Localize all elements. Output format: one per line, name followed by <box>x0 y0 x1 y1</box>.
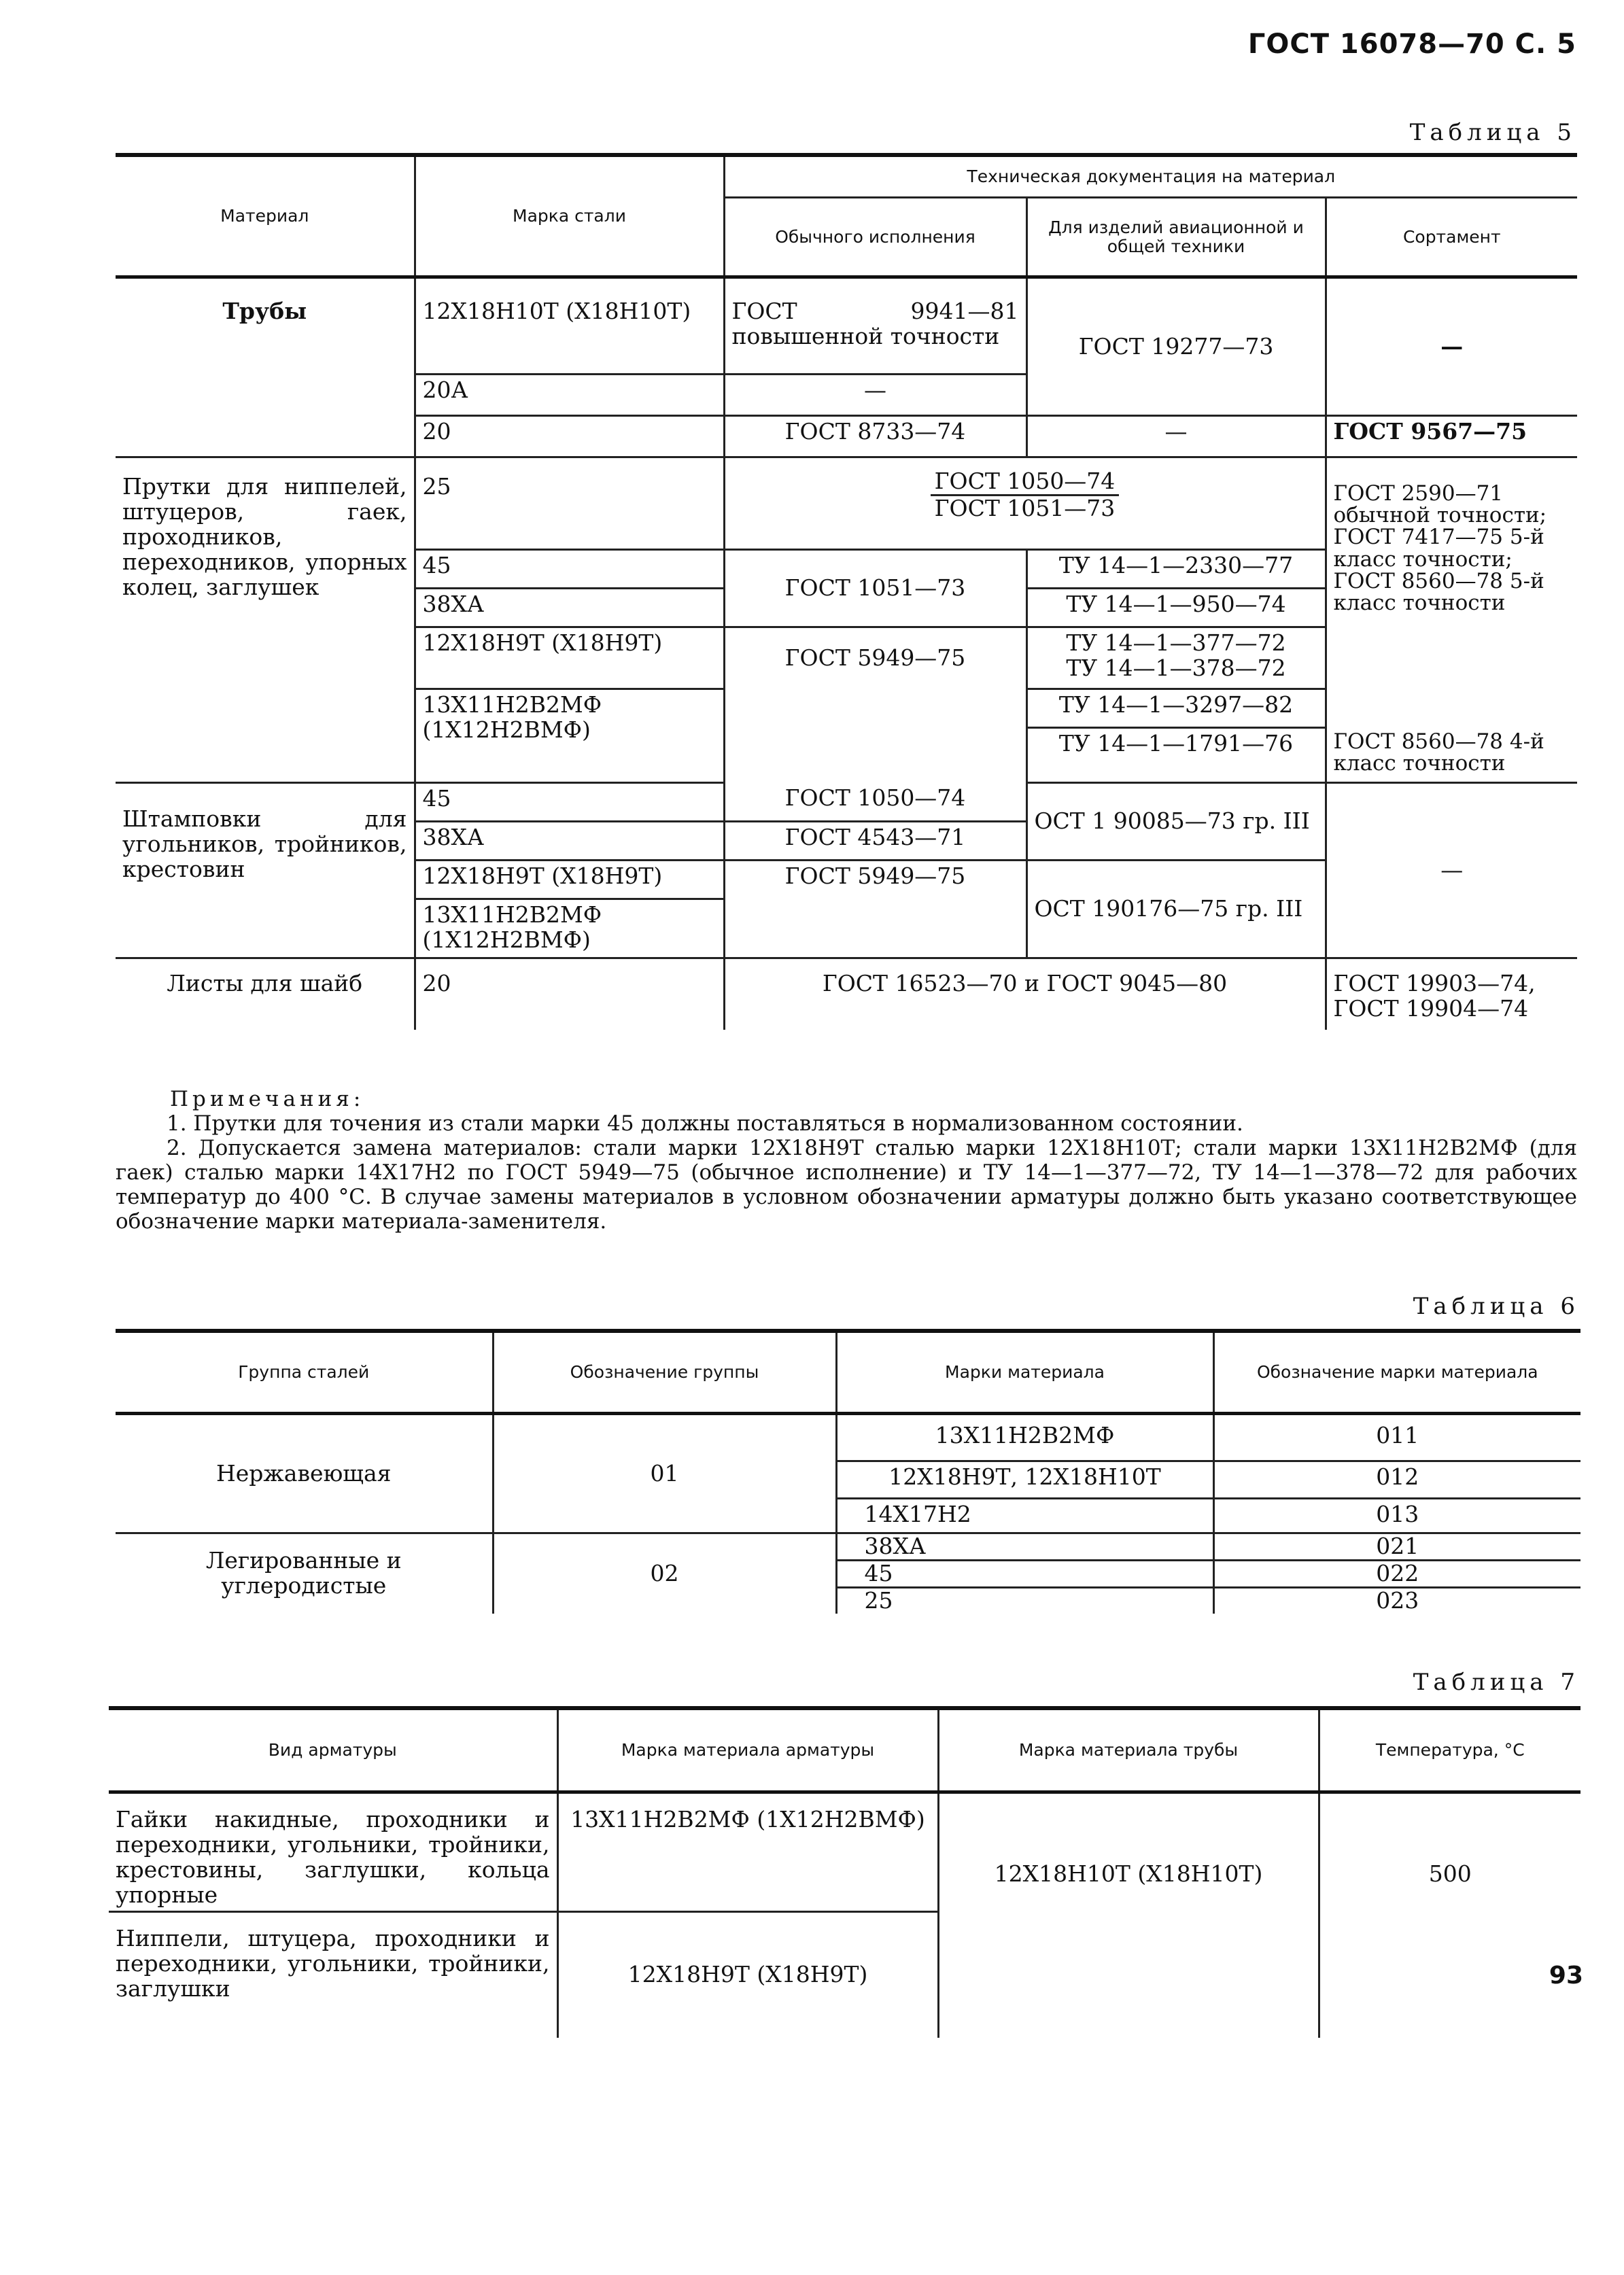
page-number: 93 <box>1549 1962 1583 1990</box>
tubes-aviation: — <box>1026 416 1326 457</box>
table6-caption: Таблица 6 <box>1413 1293 1580 1320</box>
t6-code: 011 <box>1213 1414 1580 1461</box>
t6-code: 022 <box>1213 1560 1580 1587</box>
tubes-ordinary: ГОСТ 8733—74 <box>724 416 1026 457</box>
notes-block <box>116 1088 1577 1234</box>
tubes-ordinary: — <box>724 375 1026 416</box>
t6-grade: 12Х18Н9Т, 12Х18Н10Т <box>836 1461 1213 1499</box>
t7-kind: Ниппели, штуцера, проходники и переходники, угольники, тройники, заглушки <box>109 1911 557 2038</box>
stamp-grade: 13Х11Н2В2МФ (1Х12Н2ВМФ) <box>415 899 724 958</box>
table5 <box>116 153 1577 1030</box>
sheets-doc: ГОСТ 16523—70 и ГОСТ 9045—80 <box>724 958 1326 1030</box>
sheets-grade: 20 <box>415 958 724 1030</box>
tubes-assortment: ГОСТ 9567—75 <box>1326 416 1577 457</box>
table7-caption: Таблица 7 <box>1413 1669 1580 1696</box>
col-ordinary-header: Обычного исполнения <box>724 198 1026 277</box>
t6-grade: 25 <box>836 1587 1213 1613</box>
bars-aviation: ТУ 14—1—3297—82 <box>1026 689 1326 728</box>
group-name: Легированные и углеродистые <box>116 1533 493 1614</box>
tubes-grade: 12Х18Н10Т (Х18Н10Т) <box>415 277 724 375</box>
stamp-ordinary: ГОСТ 4543—71 <box>724 822 1026 861</box>
sheets-label: Листы для шайб <box>116 958 415 1030</box>
t6-grade: 45 <box>836 1560 1213 1587</box>
t6-code: 013 <box>1213 1499 1580 1533</box>
bars-label: Прутки для ниппелей, штуцеров, гаек, проходников, переходников, упорных колец, заглушек <box>116 457 415 783</box>
bars-ordinary: ГОСТ 1051—73 <box>724 550 1026 627</box>
group-code: 01 <box>493 1414 836 1533</box>
tubes-grade: 20А <box>415 375 724 416</box>
tubes-grade: 20 <box>415 416 724 457</box>
t7-header: Марка материала арматуры <box>557 1708 938 1792</box>
t6-header: Обозначение марки материала <box>1256 1362 1538 1382</box>
tubes-aviation: ГОСТ 19277—73 <box>1026 277 1326 416</box>
col-techdoc-header: Техническая документация на материал <box>724 155 1577 198</box>
stamp-aviation: ОСТ 190176—75 гр. III <box>1026 861 1326 958</box>
tubes-ordinary: ГОСТ 9941—81 повышенной точности <box>724 277 1026 375</box>
t7-material: 13Х11Н2В2МФ (1Х12Н2ВМФ) <box>557 1792 938 1912</box>
col-aviation-header: Для изделий авиационной и общей техники <box>1026 198 1326 277</box>
sheets-assortment: ГОСТ 19903—74, ГОСТ 19904—74 <box>1333 970 1536 1022</box>
bars-aviation: ТУ 14—1—1791—76 <box>1026 728 1326 783</box>
t7-tube: 12Х18Н10Т (Х18Н10Т) <box>938 1792 1319 2038</box>
note-2: 2. Допускается замена материалов: стали марки 12Х18Н9Т сталью марки 12Х18Н10Т; стали марки 13Х11Н2В2МФ (для гаек) сталью марки 14Х17Н2 по ГОСТ 5949—75 (обычное исполнение) и ТУ 14—1—377—72, ТУ 14—1—378—72 для рабочих температур до 400 °С. В случае замены материалов в условном обозначении арматуры должно быть указано соответствующее обозначение марки материала-заменителя. <box>116 1135 1577 1234</box>
t7-temp: 500 <box>1428 1860 1472 1887</box>
col-assortment-header: Сортамент <box>1402 226 1501 247</box>
col-grade-header: Марка стали <box>415 155 724 277</box>
group-name: Нержавеющая <box>116 1414 493 1533</box>
t7-header: Марка материала трубы <box>938 1708 1319 1792</box>
stamp-label: Штамповки для угольников, тройников, крестовин <box>116 783 415 958</box>
stamp-assortment: — <box>1326 783 1577 958</box>
stamp-grade: 38ХА <box>415 822 724 861</box>
bars-grade: 25 <box>415 457 724 550</box>
note-1: 1. Прутки для точения из стали марки 45 должны поставляться в нормализованном состоянии. <box>167 1111 1243 1136</box>
table5-caption: Таблица 5 <box>1409 119 1576 146</box>
bars-assortment: ГОСТ 2590—71 обычной точности; ГОСТ 7417—75 5-й класс точности; ГОСТ 8560—78 5-й класс точности <box>1333 481 1547 616</box>
bars-grade: 45 <box>415 550 724 589</box>
t6-header: Марки материала <box>836 1331 1213 1414</box>
stamp-grade: 12Х18Н9Т (Х18Н9Т) <box>415 861 724 899</box>
stamp-ordinary: ГОСТ 5949—75 <box>724 861 1026 958</box>
stamp-ordinary: ГОСТ 1050—74 <box>724 783 1026 822</box>
bars-ordinary: ГОСТ 5949—75 <box>724 627 1026 783</box>
table6 <box>116 1329 1580 1614</box>
t6-header: Группа сталей <box>116 1331 493 1414</box>
bars-aviation: ТУ 14—1—950—74 <box>1026 589 1326 627</box>
tubes-label: Трубы <box>116 277 415 457</box>
bars-grade: 13Х11Н2В2МФ (1Х12Н2ВМФ) <box>415 689 724 783</box>
bars-grade: 38ХА <box>415 589 724 627</box>
stamp-aviation: ОСТ 1 90085—73 гр. III <box>1026 783 1326 861</box>
table7 <box>109 1706 1580 2038</box>
t6-grade: 38ХА <box>836 1533 1213 1561</box>
bars-aviation: ТУ 14—1—2330—77 <box>1026 550 1326 589</box>
t7-material: 12Х18Н9Т (Х18Н9Т) <box>557 1911 938 2038</box>
tubes-assortment: — <box>1326 277 1577 416</box>
t6-grade: 14Х17Н2 <box>836 1499 1213 1533</box>
bars-aviation: ТУ 14—1—377—72 ТУ 14—1—378—72 <box>1026 627 1326 689</box>
t7-header: Вид арматуры <box>109 1708 557 1792</box>
stamp-grade: 45 <box>415 783 724 822</box>
t6-grade: 13Х11Н2В2МФ <box>836 1414 1213 1461</box>
group-code: 02 <box>493 1533 836 1614</box>
t6-code: 012 <box>1213 1461 1580 1499</box>
bars-grade: 12Х18Н9Т (Х18Н9Т) <box>415 627 724 689</box>
document-header: ГОСТ 16078—70 С. 5 <box>1247 29 1576 60</box>
t6-header: Обозначение группы <box>493 1331 836 1414</box>
bars-span-doc: ГОСТ 1050—74 ГОСТ 1051—73 <box>724 457 1326 550</box>
t7-kind: Гайки накидные, проходники и переходники, угольники, тройники, крестовины, заглушки, кольца упорные <box>109 1792 557 1912</box>
t6-code: 023 <box>1376 1586 1419 1614</box>
col-material-header: Материал <box>116 155 415 277</box>
t7-header: Температура, °С <box>1375 1740 1525 1760</box>
bars-assortment: ГОСТ 8560—78 4-й класс точности <box>1326 728 1577 783</box>
t6-code: 021 <box>1213 1533 1580 1561</box>
notes-title: Примечания: <box>170 1087 365 1111</box>
